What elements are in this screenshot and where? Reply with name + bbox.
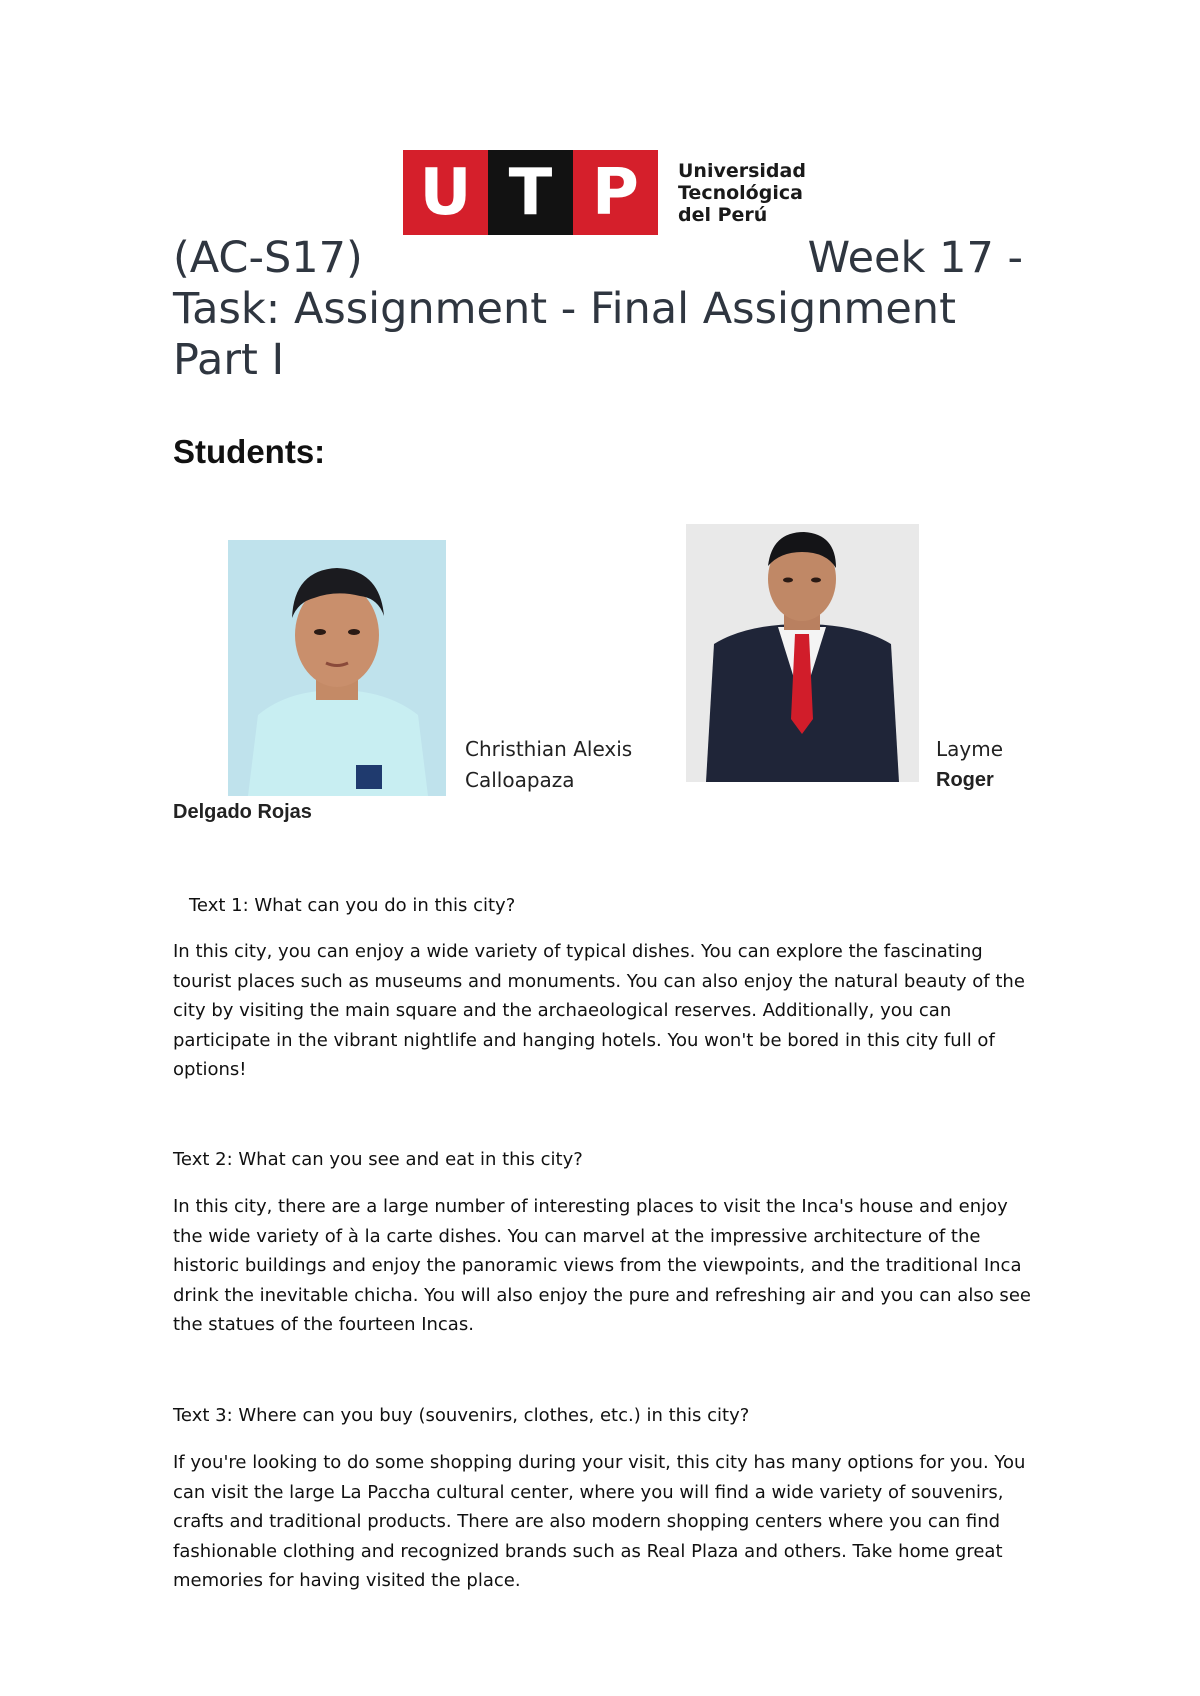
logo-line-2: Tecnológica <box>678 181 803 204</box>
student-portrait-1 <box>228 540 446 796</box>
student-2-name-line-2: Roger <box>936 769 994 791</box>
student-photo-2 <box>686 524 919 782</box>
logo-letter-u: U <box>403 150 488 235</box>
student-2-name-line-1: Layme <box>936 737 1004 761</box>
student-1-name-line-3: Delgado Rojas <box>173 801 312 823</box>
title-row-2: Task: Assignment - Final Assignment <box>173 284 956 334</box>
logo-letter-blocks <box>403 150 658 235</box>
title-row-3: Part I <box>173 335 285 385</box>
title-week: Week 17 - <box>807 233 1023 283</box>
logo-line-1: Universidad <box>678 159 806 182</box>
text-1-answer: In this city, you can enjoy a wide variety of typical dishes. You can explore the fascinating tourist places such as museums and monuments. You can also enjoy the natural beauty of the city by visiting the main square and the archaeological reserves. Additionally, you can participate in the vibrant nightlife and hanging hotels. You won't be bored in this city full of options! <box>173 941 1025 1080</box>
student-1-name-line-1: Christhian Alexis <box>465 737 633 761</box>
student-1-name-line-2: Calloapaza <box>465 768 575 792</box>
text-3-answer: If you're looking to do some shopping during your visit, this city has many options for you. You can visit the large La Paccha cultural center, where you will find a wide variety of souvenirs, crafts and traditional products. There are also modern shopping centers where you can find fashionable clothing and recognized brands such as Real Plaza and others. Take home great memories for having visited the place. <box>173 1452 1026 1591</box>
text-2-answer: In this city, there are a large number of interesting places to visit the Inca's house and enjoy the wide variety of à la carte dishes. You can marvel at the impressive architecture of the historic buildings and enjoy the panoramic views from the viewpoints, and the traditional Inca drink the inevitable chicha. You will also enjoy the pure and refreshing air and you can also see the statues of the fourteen Incas. <box>173 1196 1031 1335</box>
document-title <box>173 233 1023 386</box>
utp-logo <box>403 150 806 235</box>
student-photo-1 <box>228 540 446 796</box>
text-3-question: Text 3: Where can you buy (souvenirs, clothes, etc.) in this city? <box>173 1405 750 1426</box>
logo-letter-t: T <box>488 150 573 235</box>
text-2-question: Text 2: What can you see and eat in this city? <box>173 1149 583 1170</box>
logo-letter-p: P <box>573 150 658 235</box>
logo-line-3: del Perú <box>678 203 768 226</box>
students-heading: Students: <box>173 433 326 470</box>
title-row-1 <box>173 233 1023 284</box>
student-portrait-2 <box>686 524 919 782</box>
text-1-question: Text 1: What can you do in this city? <box>189 895 516 916</box>
logo-wordmark <box>678 160 806 226</box>
title-code: (AC-S17) <box>173 233 363 283</box>
